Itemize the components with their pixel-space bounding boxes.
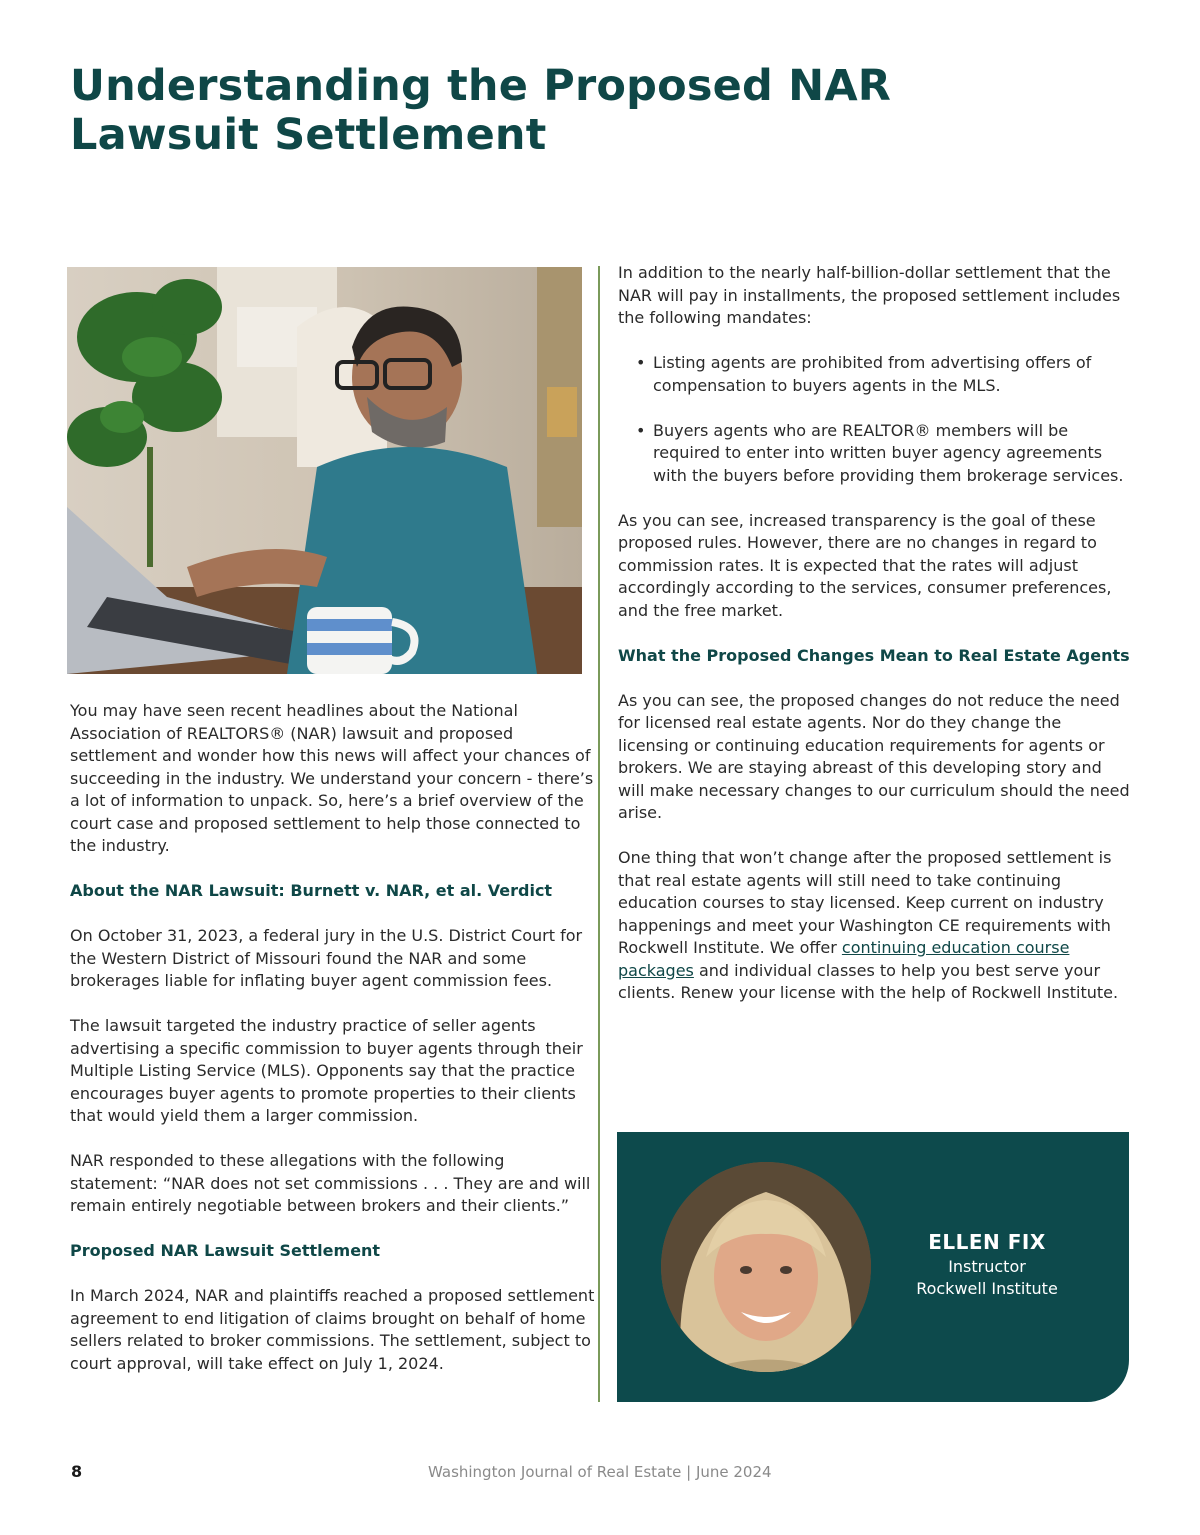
ce-text-end: and individual classes to help you best serve your clients. Renew your license with the help of Rockwell Institute. — [618, 960, 1119, 1002]
transparency-paragraph: As you can see, increased transparency is the goal of these proposed rules. However, there are no changes in regard to commission rates. It is expected that the rates will adjust accordingly according to the services, consumer preferences, and the free market. — [618, 510, 1112, 620]
practice-paragraph: The lawsuit targeted the industry practice of seller agents advertising a specific commission to buyer agents through their Multiple Listing Service (MLS). Opponents say that the practice encourages buyer agents to promote properties to their clients that would yield them a larger commission. — [70, 1016, 583, 1125]
bullet-icon: • — [636, 353, 646, 372]
ce-paragraph — [618, 847, 1133, 1005]
intro-paragraph: You may have seen recent headlines about the National Association of REALTORS® (NAR) lawsuit and proposed settlement and wonder how this news will affect your chances of succeeding in the industry. We understand your concern - there’s a lot of information to unpack. So, here’s a brief overview of the court case and proposed settlement to help those connected to the industry. — [70, 701, 594, 855]
mandates-intro: In addition to the nearly half-billion-dollar settlement that the NAR will pay in installments, the proposed settlement includes the following mandates: — [618, 263, 1121, 327]
nar-response-paragraph: NAR responded to these allegations with the following statement: “NAR does not set commissions . . . They are and will remain entirely negotiable between brokers and their clients.” — [70, 1151, 591, 1215]
author-role: Instructor — [948, 1257, 1026, 1276]
agents-need-paragraph: As you can see, the proposed changes do not reduce the need for licensed real estate agents. Nor do they change the licensing or continuing education requirements for agents or brokers. We are staying abreast of this developing story and will make necessary changes to our curriculum should the need arise. — [618, 690, 1130, 822]
list-item — [636, 352, 1133, 397]
mandate-text: Buyers agents who are REALTOR® members will be required to enter into written buyer agency agreements with the buyers before providing them brokerage services. — [653, 420, 1124, 485]
author-name: ELLEN FIX — [928, 1230, 1046, 1254]
page-title — [70, 62, 891, 160]
ce-text-start: One thing that won’t change after the proposed settlement is that real estate agents will still need to take continuing education courses to stay licensed. Keep current on industry happenings and meet your Washington CE requirements with Rockwell Institute. We offer — [618, 848, 1112, 957]
settlement-paragraph: In March 2024, NAR and plaintiffs reached a proposed settlement agreement to end litigation of claims brought on behalf of home sellers related to broker commissions. The settlement, subject to court approval, will take effect on July 1, 2024. — [70, 1286, 595, 1373]
lawsuit-heading: About the NAR Lawsuit: Burnett v. NAR, et al. Verdict — [70, 881, 553, 900]
footer-publication: Washington Journal of Real Estate | June 2024 — [428, 1463, 772, 1481]
title-line-2: Lawsuit Settlement — [70, 110, 547, 160]
mandates-list — [618, 352, 1133, 487]
mandate-text: Listing agents are prohibited from advertising offers of compensation to buyers agents in the MLS. — [653, 353, 1092, 395]
author-avatar — [661, 1162, 871, 1372]
bullet-icon: • — [636, 420, 646, 440]
ce-packages-link[interactable]: continuing education course packages — [618, 938, 1070, 980]
title-line-1: Understanding the Proposed NAR — [70, 61, 892, 111]
left-column — [70, 700, 595, 1375]
author-card — [617, 1132, 1129, 1402]
column-divider — [598, 266, 600, 1402]
page-number: 8 — [71, 1462, 83, 1481]
author-organization: Rockwell Institute — [916, 1279, 1058, 1298]
list-item — [636, 420, 1133, 488]
settlement-heading: Proposed NAR Lawsuit Settlement — [70, 1241, 381, 1260]
verdict-paragraph: On October 31, 2023, a federal jury in the U.S. District Court for the Western District of Missouri found the NAR and some brokerages liable for inflating buyer agent commission fees. — [70, 926, 583, 990]
changes-heading: What the Proposed Changes Mean to Real Estate Agents — [618, 645, 1130, 665]
hero-photo — [67, 267, 582, 674]
author-info — [887, 1228, 1087, 1300]
right-column — [618, 262, 1133, 1005]
